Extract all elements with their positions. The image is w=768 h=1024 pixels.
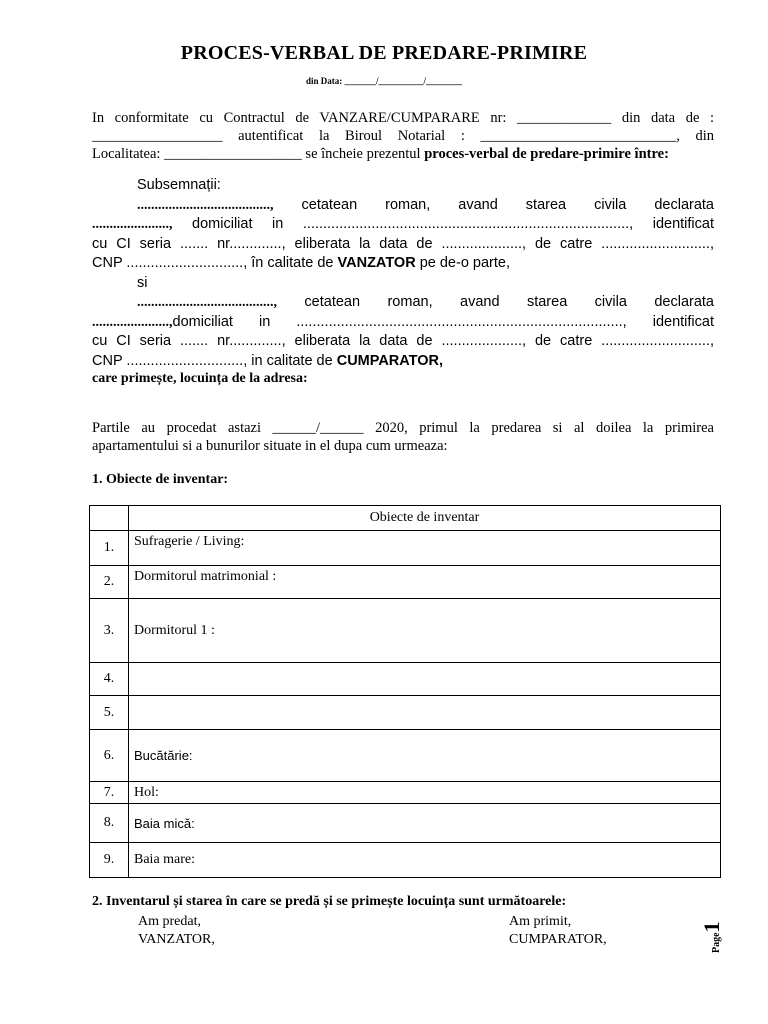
procedure-line-1: Partile au procedat astazi ______/______ 2020, primul la predarea si al doilea la primirea bbox=[92, 420, 714, 436]
buyer-role: CUMPARATOR, bbox=[336, 352, 444, 369]
row-label bbox=[129, 663, 721, 696]
seller-role: VANZATOR bbox=[337, 255, 416, 271]
seller-signature-block bbox=[138, 913, 215, 949]
section-1-heading: 1. Obiecte de inventar: bbox=[92, 472, 229, 487]
section-2-heading: 2. Inventarul și starea în care se predă și se primește locuința sunt următoarele: bbox=[92, 894, 567, 909]
seller-line-2 bbox=[92, 215, 714, 235]
buyer-name-dots: ......................................., bbox=[137, 295, 277, 310]
buyer-line-4-text: CNP ............................., in calitate de bbox=[92, 352, 337, 369]
row-number: 7. bbox=[90, 782, 129, 804]
buyer-line-1-text: cetatean roman, avand starea civila declarata bbox=[277, 294, 714, 310]
table-row bbox=[90, 696, 721, 730]
seller-line-4-text: CNP ............................., în calitate de bbox=[92, 255, 338, 271]
seller-line-3: cu CI seria ....... nr............., eliberata la data de ...................., de catre ..........................., bbox=[92, 235, 714, 252]
seller-line-1-text: cetatean roman, avand starea civila declarata bbox=[273, 196, 714, 213]
buyer-signature-line-2: CUMPARATOR, bbox=[509, 932, 607, 947]
buyer-line-4 bbox=[92, 352, 714, 372]
procedure-paragraph bbox=[92, 419, 714, 455]
table-row bbox=[90, 843, 721, 878]
buyer-line-1 bbox=[92, 293, 714, 313]
table-row bbox=[90, 531, 721, 566]
page-number-value: 1 bbox=[699, 921, 724, 933]
intro-line-2: __________________ autentificat la Biroul Notarial : ___________________________, din bbox=[92, 128, 714, 144]
intro-line-3-bold: proces-verbal de predare-primire între: bbox=[424, 146, 669, 162]
si-label: si bbox=[137, 274, 148, 291]
parties-block bbox=[92, 176, 714, 387]
row-number: 5. bbox=[90, 696, 129, 730]
buyer-line-3: cu CI seria ....... nr............., eliberata la data de ...................., de catre ..........................., bbox=[92, 333, 714, 349]
row-number: 6. bbox=[90, 730, 129, 782]
seller-line-4-tail: pe de-o parte, bbox=[415, 255, 510, 271]
row-label: Baia mare: bbox=[129, 843, 721, 878]
table-row bbox=[90, 599, 721, 663]
row-number: 9. bbox=[90, 843, 129, 878]
buyer-line-2 bbox=[92, 313, 714, 333]
buyer-line-2-text: domiciliat in ................................................................................., identificat bbox=[172, 313, 714, 330]
row-label: Baia mică: bbox=[129, 804, 721, 843]
page-word: Page bbox=[711, 932, 722, 953]
row-number: 2. bbox=[90, 566, 129, 599]
table-row bbox=[90, 663, 721, 696]
document-title: PROCES-VERBAL DE PREDARE-PRIMIRE bbox=[180, 42, 588, 64]
subsemnatii-label: Subsemnații: bbox=[137, 177, 221, 193]
table-row bbox=[90, 566, 721, 599]
row-label: Sufragerie / Living: bbox=[129, 531, 721, 566]
row-number: 1. bbox=[90, 531, 129, 566]
table-header-cell: Obiecte de inventar bbox=[129, 506, 721, 531]
table-row bbox=[90, 730, 721, 782]
buyer-signature-block bbox=[509, 913, 607, 949]
seller-line-4 bbox=[92, 254, 714, 274]
buyer-status-dots: ......................, bbox=[92, 314, 173, 330]
seller-line-1 bbox=[92, 196, 714, 216]
procedure-line-2: apartamentului si a bunurilor situate in el dupa cum urmeaza: bbox=[92, 438, 448, 454]
seller-signature-line-1: Am predat, bbox=[138, 914, 201, 929]
intro-line-3 bbox=[92, 145, 714, 163]
date-line: din Data: _______/__________/________ bbox=[305, 76, 462, 86]
inventory-table bbox=[89, 505, 721, 878]
table-header-num-cell bbox=[90, 506, 129, 531]
seller-line-2-text: domiciliat in ................................................................................., identificat bbox=[172, 216, 714, 232]
row-label bbox=[129, 696, 721, 730]
receives-address-line: care primește, locuința de la adresa: bbox=[92, 371, 308, 386]
row-label: Hol: bbox=[129, 782, 721, 804]
table-row bbox=[90, 804, 721, 843]
intro-paragraph bbox=[92, 109, 714, 163]
table-header-row bbox=[90, 506, 721, 531]
row-number: 4. bbox=[90, 663, 129, 696]
intro-line-3-text: Localitatea: ___________________ se încheie prezentul bbox=[92, 146, 425, 162]
page-number bbox=[699, 913, 729, 953]
row-label: Dormitorul 1 : bbox=[129, 599, 721, 663]
seller-signature-line-2: VANZATOR, bbox=[138, 932, 215, 947]
intro-line-1: In conformitate cu Contractul de VANZARE/CUMPARARE nr: _____________ din data de : bbox=[92, 110, 714, 126]
seller-name-dots: ......................................, bbox=[137, 197, 274, 213]
row-label: Dormitorul matrimonial : bbox=[129, 566, 721, 599]
table-row bbox=[90, 782, 721, 804]
seller-status-dots: ......................, bbox=[92, 217, 173, 232]
row-number: 3. bbox=[90, 599, 129, 663]
buyer-signature-line-1: Am primit, bbox=[509, 914, 572, 929]
row-number: 8. bbox=[90, 804, 129, 843]
row-label: Bucătărie: bbox=[129, 730, 721, 782]
